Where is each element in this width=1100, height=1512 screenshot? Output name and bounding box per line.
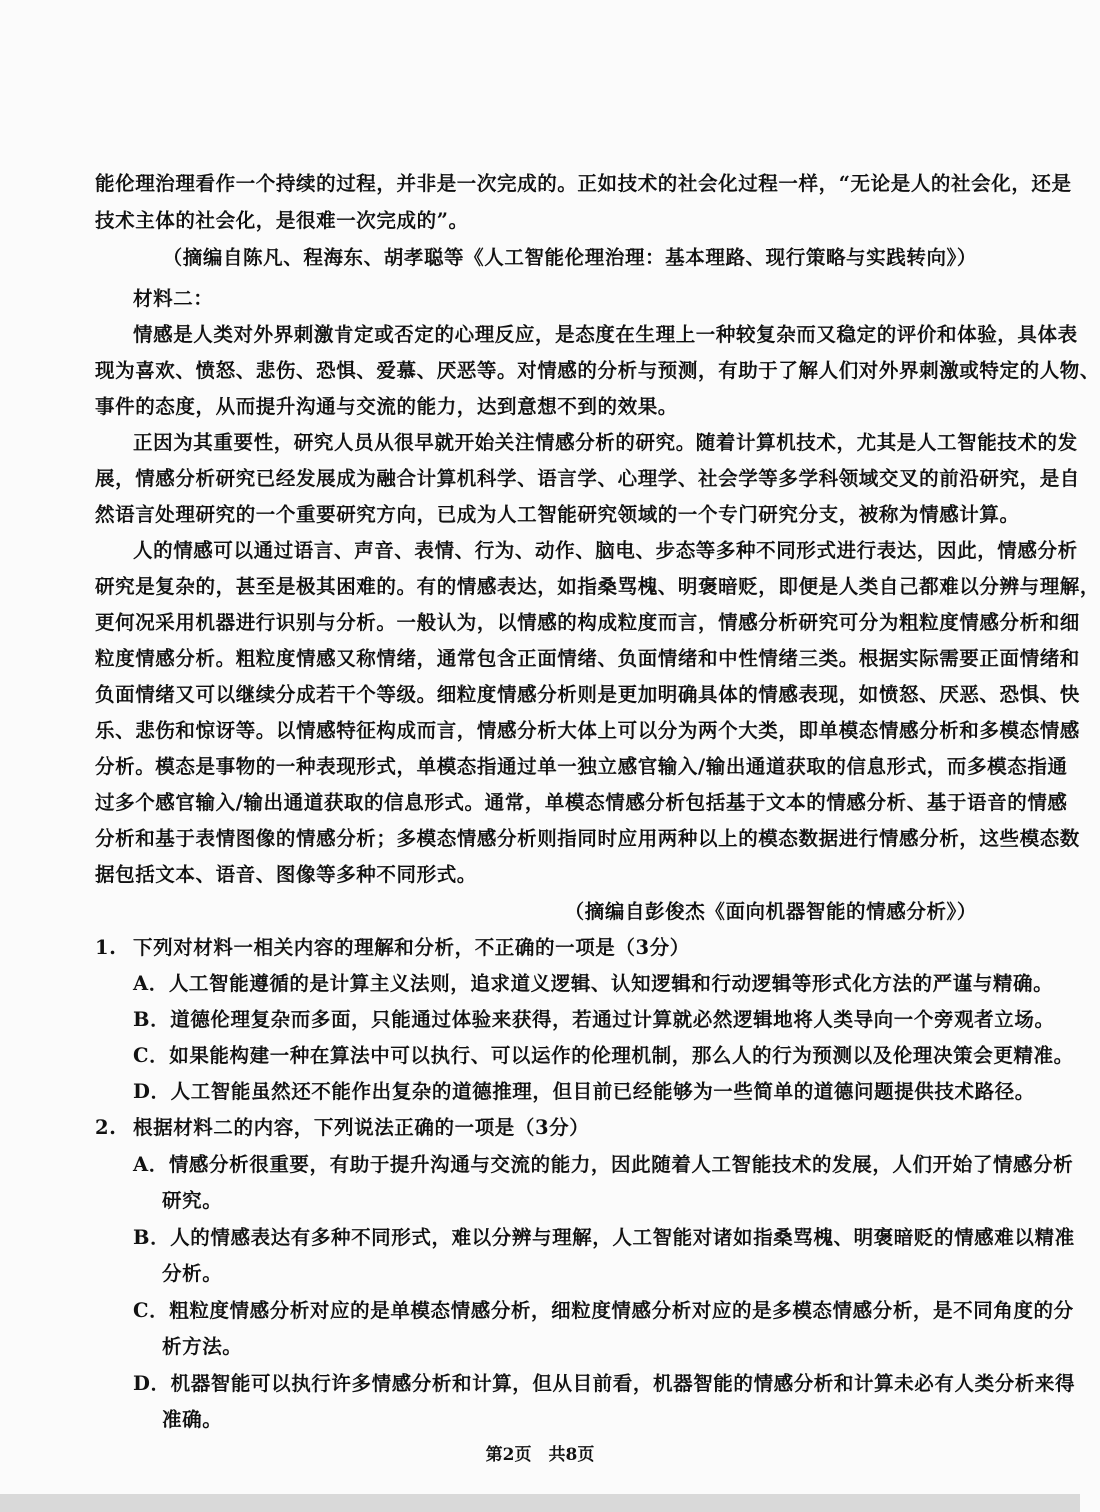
material2-source: （摘编自彭俊杰《面向机器智能的情感分析》） xyxy=(564,900,977,923)
material1-source: （摘编自陈凡、程海东、胡孝聪等《人工智能伦理治理：基本理路、现行策略与实践转向》） xyxy=(162,246,977,269)
material2-line: 据包括文本、语音、图像等多种不同形式。 xyxy=(95,863,477,886)
option-b-continued[interactable]: 分析。 xyxy=(162,1262,223,1285)
material2-line: 然语言处理研究的一个重要研究方向，已成为人工智能研究领域的一个专门研究分支，被称为情感计算。 xyxy=(95,503,1020,526)
material1-line: 能伦理治理看作一个持续的过程，并非是一次完成的。正如技术的社会化过程一样，“无论是人的社会化，还是 xyxy=(95,172,1072,195)
material2-line: 乐、悲伤和惊讶等。以情感特征构成而言，情感分析大体上可以分为两个大类，即单模态情感分析和多模态情感 xyxy=(95,719,1080,742)
option-d-continued[interactable]: 准确。 xyxy=(162,1408,223,1431)
question-number: 1. xyxy=(95,936,117,959)
option-a[interactable]: A．情感分析很重要，有助于提升沟通与交流的能力，因此随着人工智能技术的发展，人们开始了情感分析 xyxy=(133,1153,1074,1176)
material2-line: 展，情感分析研究已经发展成为融合计算机科学、语言学、心理学、社会学等多学科领域交叉的前沿研究，是自 xyxy=(95,467,1080,490)
scan-edge xyxy=(0,1494,1080,1512)
material2-line: 情感是人类对外界刺激肯定或否定的心理反应，是态度在生理上一种较复杂而又稳定的评价和体验，具体表 xyxy=(133,323,1078,346)
question-stem: 根据材料二的内容，下列说法正确的一项是（3分） xyxy=(133,1116,590,1139)
question-number: 2. xyxy=(95,1116,117,1139)
material2-line: 负面情绪又可以继续分成若干个等级。细粒度情感分析则是更加明确具体的情感表现，如愤怒、厌恶、恐惧、快 xyxy=(95,683,1080,706)
page-number: 第2页 共8页 xyxy=(485,1445,595,1465)
question-stem: 下列对材料一相关内容的理解和分析，不正确的一项是（3分） xyxy=(133,936,690,959)
option-c-continued[interactable]: 析方法。 xyxy=(162,1335,243,1358)
option-b[interactable]: B．道德伦理复杂而多面，只能通过体验来获得，若通过计算就必然逻辑地将人类导向一个旁观者立场。 xyxy=(133,1008,1055,1031)
option-a-continued[interactable]: 研究。 xyxy=(162,1189,223,1212)
option-c[interactable]: C．粗粒度情感分析对应的是单模态情感分析，细粒度情感分析对应的是多模态情感分析，是不同角度的分 xyxy=(133,1299,1074,1322)
option-a[interactable]: A．人工智能遵循的是计算主义法则，追求道义逻辑、认知逻辑和行动逻辑等形式化方法的严谨与精确。 xyxy=(133,972,1054,995)
material2-line: 现为喜欢、愤怒、悲伤、恐惧、爱慕、厌恶等。对情感的分析与预测，有助于了解人们对外界刺激或特定的人物、 xyxy=(95,359,1100,382)
material2-line: 过多个感官输入/输出通道获取的信息形式。通常，单模态情感分析包括基于文本的情感分析、基于语音的情感 xyxy=(95,791,1068,814)
material2-heading: 材料二： xyxy=(133,287,214,310)
material2-line: 事件的态度，从而提升沟通与交流的能力，达到意想不到的效果。 xyxy=(95,395,678,418)
material1-line: 技术主体的社会化，是很难一次完成的”。 xyxy=(95,209,469,232)
material2-line: 粒度情感分析。粗粒度情感又称情绪，通常包含正面情绪、负面情绪和中性情绪三类。根据实际需要正面情绪和 xyxy=(95,647,1080,670)
option-d[interactable]: D．人工智能虽然还不能作出复杂的道德推理，但目前已经能够为一些简单的道德问题提供技术路径。 xyxy=(133,1080,1035,1103)
material2-line: 正因为其重要性，研究人员从很早就开始关注情感分析的研究。随着计算机技术，尤其是人工智能技术的发 xyxy=(133,431,1078,454)
option-c[interactable]: C．如果能构建一种在算法中可以执行、可以运作的伦理机制，那么人的行为预测以及伦理决策会更精准。 xyxy=(133,1044,1074,1067)
material2-line: 分析。模态是事物的一种表现形式，单模态指通过单一独立感官输入/输出通道获取的信息形式，而多模态指通 xyxy=(95,755,1068,778)
option-b[interactable]: B．人的情感表达有多种不同形式，难以分辨与理解，人工智能对诸如指桑骂槐、明褒暗贬的情感难以精准 xyxy=(133,1226,1075,1249)
material2-line: 研究是复杂的，甚至是极其困难的。有的情感表达，如指桑骂槐、明褒暗贬，即便是人类自己都难以分辨与理解， xyxy=(95,575,1100,598)
material2-line: 分析和基于表情图像的情感分析；多模态情感分析则指同时应用两种以上的模态数据进行情感分析，这些模态数 xyxy=(95,827,1080,850)
material2-line: 人的情感可以通过语言、声音、表情、行为、动作、脑电、步态等多种不同形式进行表达，因此，情感分析 xyxy=(133,539,1078,562)
material2-line: 更何况采用机器进行识别与分析。一般认为，以情感的构成粒度而言，情感分析研究可分为粗粒度情感分析和细 xyxy=(95,611,1080,634)
option-d[interactable]: D．机器智能可以执行许多情感分析和计算，但从目前看，机器智能的情感分析和计算未必有人类分析来得 xyxy=(133,1372,1076,1395)
